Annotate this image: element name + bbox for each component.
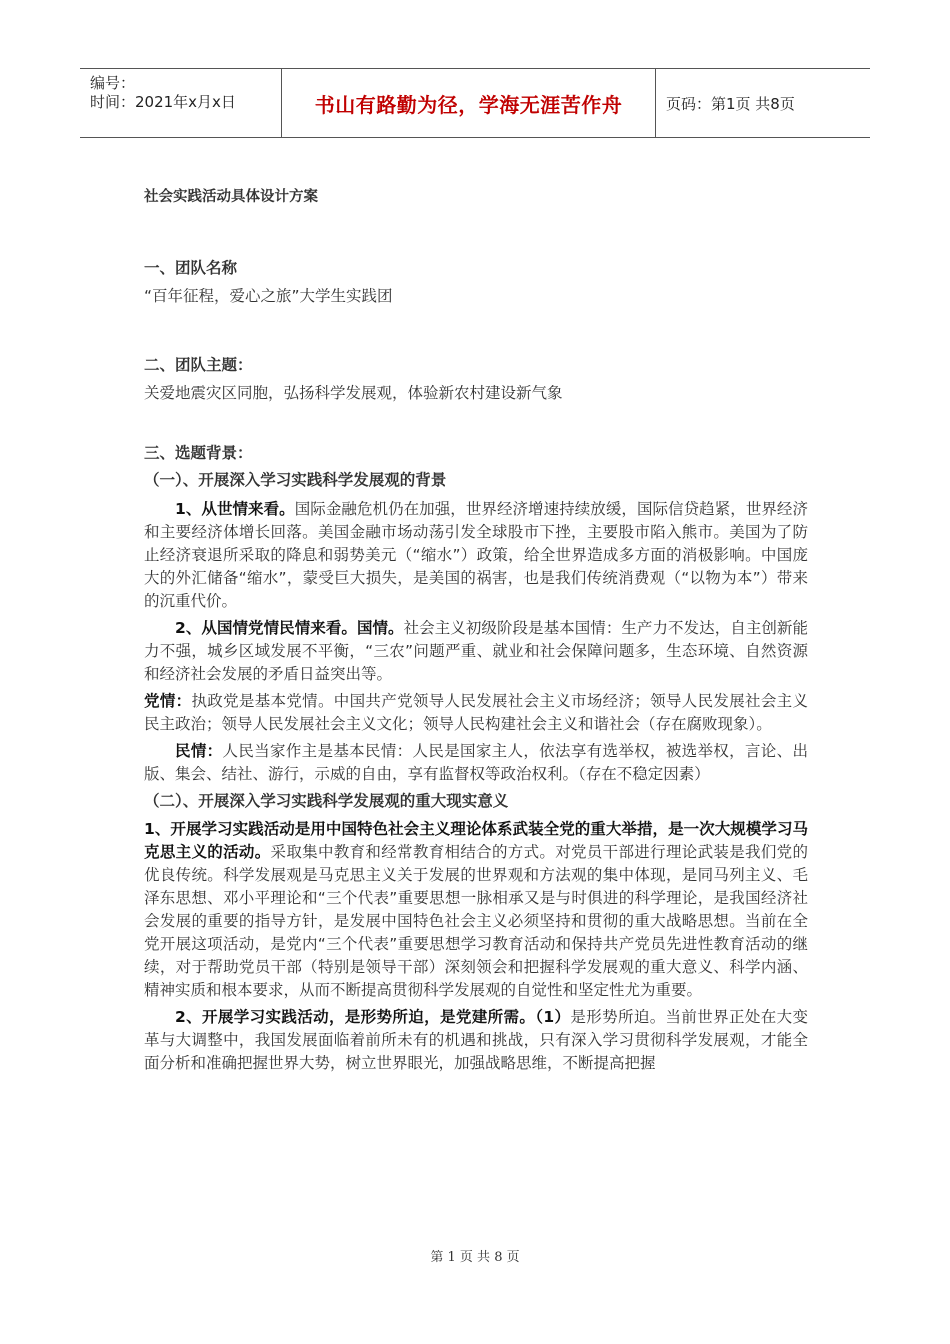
paragraph-lead: 2、从国情党情民情来看。国情。: [175, 619, 404, 637]
paragraph-lead: 党情：: [144, 692, 192, 710]
section-heading-team-theme: 二、团队主题：: [144, 356, 253, 374]
team-name-text: “百年征程，爱心之旅”大学生实践团: [144, 287, 393, 305]
header-page-info: 页码：第1页 共8页: [666, 94, 795, 113]
header-left-cell: [80, 69, 282, 137]
paragraph-significance-1: [144, 818, 808, 1002]
page-footer: 第 1 页 共 8 页: [430, 1250, 520, 1265]
paragraph-text: 采取集中教育和经常教育相结合的方式。对党员干部进行理论武装是我们党的优良传统。科学发展观是马克思主义关于发展的世界观和方法观的集中体现，是同马列主义、毛泽东思想、邓小平理论和“三个代表”重要思想一脉相承又是与时俱进的科学理论，是我国经济社会发展的重要的指导方针，是发展中国特色社会主义必须坚持和贯彻的重大战略思想。当前在全党开展这项活动，是党内“三个代表”重要思想学习教育活动和保持共产党员先进性教育活动的继续，对于帮助党员干部（特别是领导干部）深刻领会和把握科学发展观的重大意义、科学内涵、精神实质和根本要求，从而不断提高贯彻科学发展观的自觉性和坚定性尤为重要。: [144, 843, 808, 999]
paragraph-lead-number: （1）: [535, 1008, 571, 1026]
paragraph-text: 执政党是基本党情。中国共产党领导人民发展社会主义市场经济；领导人民发展社会主义民主政治；领导人民发展社会主义文化；领导人民构建社会主义和谐社会（存在腐败现象）。: [144, 692, 808, 733]
section-heading-team-name: 一、团队名称: [144, 259, 238, 277]
header-page-cell: [656, 69, 870, 137]
section-heading-background: 三、选题背景：: [144, 444, 253, 462]
subsection-heading-significance: （二）、开展深入学习实践科学发展观的重大现实意义: [144, 792, 509, 810]
subsection-heading-background: （一）、开展深入学习实践科学发展观的背景: [144, 471, 447, 489]
document-title: 社会实践活动具体设计方案: [144, 189, 318, 205]
document-number-label: 编号：: [90, 74, 136, 92]
paragraph-text: 是形势所迫。当前世界正处在大变革与大调整中，我国发展面临着前所未有的机遇和挑战，只有深入学习贯彻科学发展观，才能全面分析和准确把握世界大势，树立世界眼光，加强战略思维，不断提高把握: [144, 1008, 808, 1072]
document-time-label: 时间：2021年x月x日: [90, 93, 236, 111]
paragraph-text: 国际金融危机仍在加强，世界经济增速持续放缓，国际信贷趋紧，世界经济和主要经济体增长回落。美国金融市场动荡引发全球股市下挫，主要股市陷入熊市。美国为了防止经济衰退所采取的降息和弱势美元（“缩水”）政策，给全世界造成多方面的消极影响。中国庞大的外汇储备“缩水”，蒙受巨大损失，是美国的祸害，也是我们传统消费观（“以物为本”）带来的沉重代价。: [144, 500, 808, 610]
paragraph-party-situation: [144, 690, 808, 736]
paragraph-lead: 民情：: [175, 742, 223, 760]
team-theme-text: 关爱地震灾区同胞，弘扬科学发展观，体验新农村建设新气象: [144, 384, 563, 402]
paragraph-public-situation: [144, 740, 808, 786]
paragraph-national-situation: [144, 617, 808, 686]
paragraph-lead: 2、开展学习实践活动，是形势所迫，是党建所需。: [175, 1008, 536, 1026]
paragraph-world-situation: [144, 498, 808, 613]
paragraph-text: 社会主义初级阶段是基本国情：生产力不发达，自主创新能力不强，城乡区域发展不平衡，“三农”问题严重、就业和社会保障问题多，生态环境、自然资源和经济社会发展的矛盾日益突出等。: [144, 619, 808, 683]
paragraph-text: 人民当家作主是基本民情：人民是国家主人，依法享有选举权，被选举权，言论、出版、集会、结社、游行，示威的自由，享有监督权等政治权利。（存在不稳定因素）: [144, 742, 808, 783]
page-header: [80, 68, 870, 138]
paragraph-significance-2: [144, 1006, 808, 1075]
header-motto: 书山有路勤为径，学海无涯苦作舟: [314, 92, 623, 117]
paragraph-lead: 1、开展学习实践活动是用中国特色社会主义理论体系武装全党的重大举措，是一次大规模学习马克思主义的活动。: [144, 820, 808, 861]
paragraph-lead: 1、从世情来看。: [175, 500, 295, 518]
header-motto-cell: [282, 69, 656, 137]
document-body: [144, 186, 808, 1075]
